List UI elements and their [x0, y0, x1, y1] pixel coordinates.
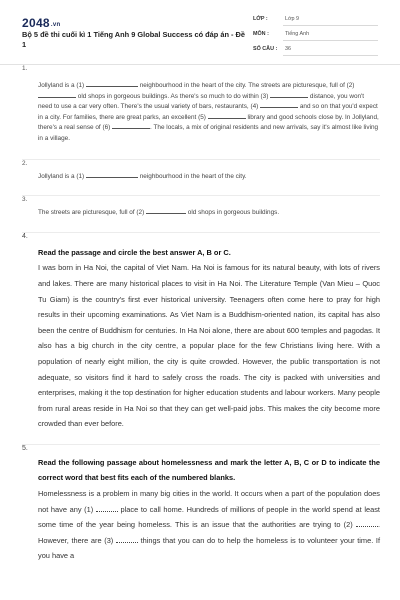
text-segment: old shops in gorgeous buildings. As there's so much to do within (3) — [77, 92, 269, 100]
text-segment: The streets are picturesque, full of (2) — [38, 209, 145, 217]
answer-blank[interactable] — [208, 113, 246, 119]
question-number: 1. — [22, 65, 28, 72]
question-list — [0, 65, 400, 564]
document-title: Bộ 5 đề thi cuối kì 1 Tiếng Anh 9 Global Success có đáp án - Đề 1 — [22, 30, 245, 49]
text-segment: Homelessness is a problem in many big cities in the world. It occurs when a part of the population does not have any (1) — [38, 489, 380, 514]
question-3 — [22, 196, 380, 233]
question-2 — [22, 160, 380, 197]
meta-label: LỚP : — [253, 16, 268, 22]
question-text — [38, 245, 380, 432]
question-text — [38, 208, 380, 219]
answer-blank[interactable] — [260, 102, 298, 108]
text-segment: . The locals, a mix of original residents and new arrivals, say it's almost like living in a village. — [38, 124, 379, 142]
meta-row-class — [253, 14, 378, 29]
answer-blank[interactable] — [86, 172, 138, 178]
question-text — [38, 172, 380, 183]
text-segment: place to call home. Hundreds of millions of people in the world spend at least some time of the year being homeless. This is an issue that the authorities are trying to (2) — [38, 504, 380, 530]
question-number: 2. — [22, 159, 28, 167]
meta-value: 36 — [283, 44, 378, 56]
question-text — [38, 81, 380, 145]
answer-blank[interactable] — [96, 506, 118, 512]
answer-blank[interactable] — [38, 92, 76, 98]
text-segment: old shops in gorgeous buildings. — [187, 209, 280, 217]
meta-panel — [253, 14, 378, 59]
text-segment: Jollyland is a (1) — [38, 172, 85, 180]
page-header — [0, 0, 400, 65]
question-instruction: Read the passage and circle the best answer A, B or C. — [38, 247, 231, 257]
meta-label: SỐ CÂU : — [253, 46, 278, 52]
text-segment: Jollyland is a (1) — [38, 82, 85, 89]
answer-blank[interactable] — [116, 537, 138, 543]
question-instruction: Read the following passage about homelessness and mark the letter A, B, C or D to indicate the correct word that best fits each of the numbered blanks. — [38, 457, 380, 483]
cloze-passage — [38, 486, 380, 564]
answer-blank[interactable] — [112, 123, 150, 129]
answer-blank[interactable] — [86, 81, 138, 87]
meta-label: MÔN : — [253, 31, 269, 37]
meta-row-count — [253, 44, 378, 59]
answer-blank[interactable] — [270, 92, 308, 98]
meta-row-subject — [253, 29, 378, 44]
logo-suffix: .vn — [50, 22, 61, 28]
text-segment: library and good schools close by. In Jollyland, there's a real sense of (6) — [38, 113, 379, 132]
meta-value: Lớp 9 — [283, 14, 378, 26]
text-segment: and so on that you'd expect in a city. For families, there are great parks, an excellent (5) — [38, 103, 378, 121]
text-segment: neighbourhood in the heart of the city. — [139, 172, 247, 180]
text-segment: things that you can do to help the homeless is to volunteer your time. If you have a — [38, 535, 380, 561]
question-4 — [22, 233, 380, 445]
question-number: 5. — [22, 444, 28, 452]
question-1 — [22, 65, 380, 160]
question-5 — [22, 445, 380, 564]
reading-passage: I was born in Ha Noi, the capital of Viet Nam. Ha Noi is famous for its natural beauty, with lots of rivers and lakes. There are many historical places to visit in Ha Noi. The Literature Temple (Van Mieu – Quoc Tu Giam) is the country's first ever historical university. Teenagers often come here to pray for high results in their upcoming examinations. As Viet Nam is a Buddhism-oriented nation, its capital has also been the centre of Buddhism for centuries. In Ha Noi alone, there are about 600 temples and pagodas. It also has a big church in the city centre, a popular place for the few Christians living here. With a population of nearly eight million, the city is quite crowded. However, the public transportation is not adequate, so visitors find it hard to safely cross the roads. The city is packed with universities and enterprises, making it the top destination for higher education students and labour workers. Many people from rural areas reside in Ha Noi so that they can get well-paid jobs. This makes the city become more crowded than ever before. — [38, 263, 380, 429]
site-logo[interactable] — [22, 16, 60, 30]
answer-blank[interactable] — [356, 521, 378, 527]
question-number: 3. — [22, 196, 28, 204]
meta-value: Tiếng Anh — [283, 29, 378, 41]
question-text — [38, 455, 380, 564]
text-segment: . However, there are (3) — [38, 520, 380, 545]
text-segment: distance, you won't need to use a car very often. There's the usual variety of bars, restaurants, (4) — [38, 92, 365, 111]
answer-blank[interactable] — [146, 208, 186, 214]
text-segment: neighbourhood in the heart of the city. The streets are picturesque, full of (2) — [139, 82, 355, 89]
logo-main: 2048 — [22, 16, 50, 30]
question-number: 4. — [22, 232, 28, 240]
